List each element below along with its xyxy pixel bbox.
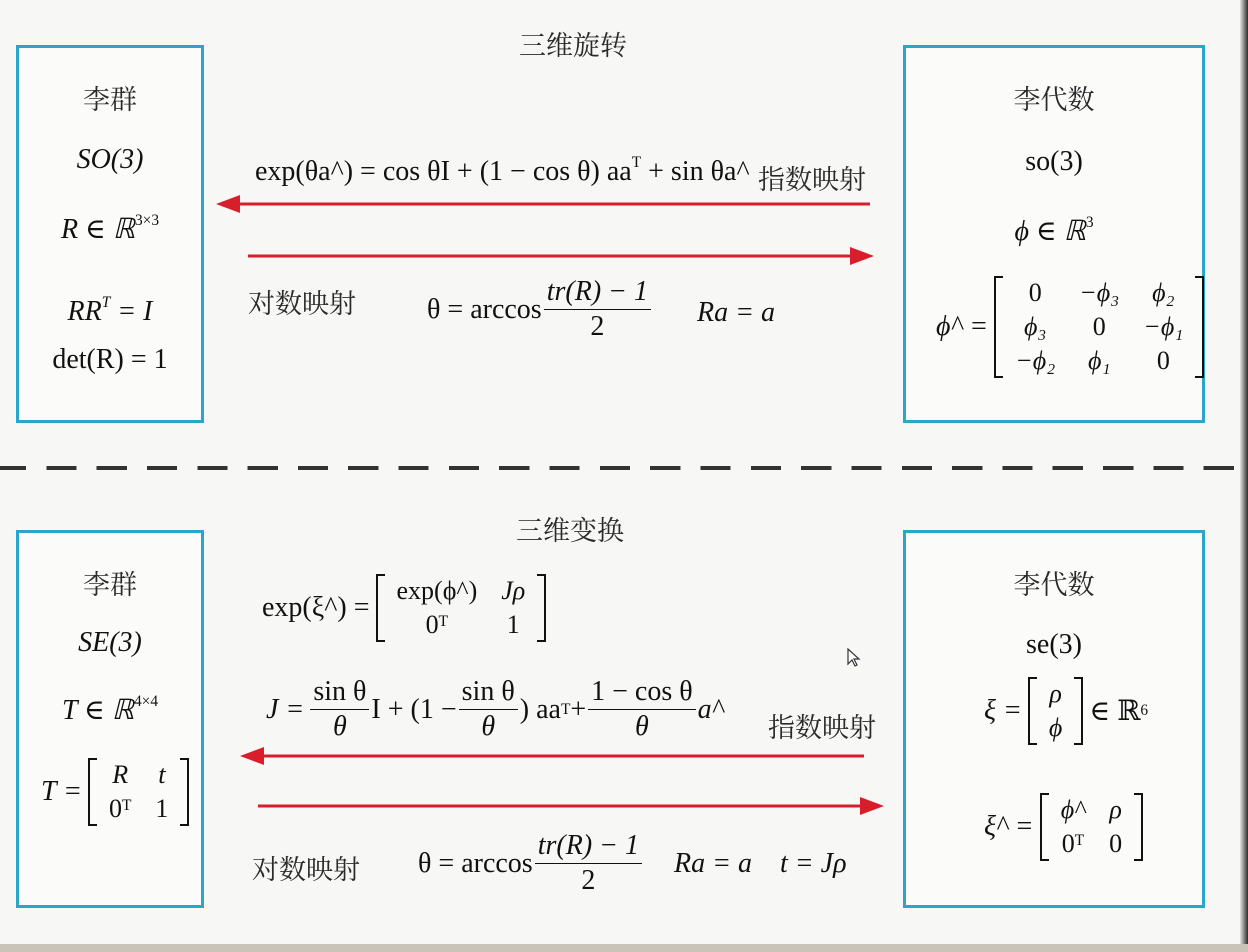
jacobian-formula: J = $\frac{\text{sin θ}}{\theta}$ I + (1 − $\frac{\text{sin θ}}{\theta}$ ) aa T + $\frac{\text{1 − cos θ}}{\theta}$ a^ — [266, 676, 724, 742]
trace-fraction: $\frac{tr(R) - 1}{2}$ — [544, 276, 651, 343]
so3-group-name: SO(3) — [76, 144, 144, 175]
orthogonality-constraint: $RR^T = I$ — [67, 293, 153, 327]
phi-membership: ϕ ∈ ℝ$^3$ — [1014, 213, 1094, 247]
lie-group-title: 李群 — [83, 85, 137, 116]
rotation-exp-formula: exp(θa^) = cos θI + (1 − cos θ) $aa^T + \sin$ θa^ — [255, 153, 750, 187]
matrix-cell: ϕ₃ — [1023, 312, 1047, 341]
vector-cell: ρ — [1049, 679, 1062, 708]
matrix-cell: −ϕ₂ — [1015, 346, 1056, 375]
matrix-cell: 0 — [1109, 829, 1123, 858]
log-map-arrow — [248, 247, 874, 265]
matrix-cell: Jρ — [501, 576, 526, 605]
transform-matrix — [88, 758, 189, 826]
lie-algebra-so3-box — [903, 45, 1205, 423]
exp-map-arrow — [216, 195, 870, 213]
exp-map-label: 指数映射 — [768, 713, 876, 744]
matrix-cell: 0 — [1028, 278, 1042, 307]
lie-algebra-se3-box — [903, 530, 1205, 908]
matrix-cell: ρ — [1109, 795, 1122, 824]
bottom-edge — [0, 944, 1248, 952]
trace-fraction: $\frac{tr(R) - 1}{2}$ — [535, 830, 642, 897]
se3-axis-equation: Ra = a — [674, 848, 752, 879]
se3-angle-formula: θ = arccos $\frac{tr(R) - 1}{2}$ — [418, 830, 644, 897]
transform-matrix-definition: T = R t 0ᵀ 1 — [41, 758, 189, 826]
transform-matrix-membership: T ∈ ℝ$^{4\times 4}$ — [61, 692, 159, 726]
matrix-cell: 0ᵀ — [1061, 829, 1085, 858]
se3-exp-matrix — [376, 574, 547, 642]
window-edge — [1240, 0, 1248, 944]
matrix-cell: 0 — [1156, 346, 1170, 375]
log-map-arrow — [258, 797, 884, 815]
lie-group-so3-box — [16, 45, 204, 423]
xi-hat-definition: ξ^ = ϕ^ ρ 0ᵀ 0 — [984, 793, 1143, 861]
matrix-cell: R — [112, 760, 129, 789]
xi-hat-matrix — [1040, 793, 1143, 861]
xi-definition: ξ = ρ ϕ ∈ ℝ 6 — [984, 677, 1148, 745]
mouse-cursor-icon — [846, 648, 862, 668]
matrix-cell: 1 — [506, 610, 520, 639]
lie-group-title: 李群 — [83, 570, 137, 601]
translation-equation: t = Jρ — [780, 848, 847, 879]
xi-vector — [1028, 677, 1083, 745]
se3-exp-formula: exp(ξ^) = exp(ϕ^) Jρ 0ᵀ 1 — [262, 574, 546, 642]
matrix-cell: −ϕ₁ — [1143, 312, 1184, 341]
matrix-cell: 0ᵀ — [425, 610, 449, 639]
matrix-cell: 0ᵀ — [108, 794, 132, 823]
phi-hat-definition: ϕ^ = 0 −ϕ₃ ϕ₂ ϕ₃ 0 −ϕ₁ −ϕ₂ ϕ₁ 0 — [936, 276, 1204, 378]
log-map-label: 对数映射 — [248, 289, 356, 320]
matrix-cell: exp(ϕ^) — [396, 576, 478, 605]
rotation-axis-equation: Ra = a — [697, 297, 775, 328]
so3-algebra-name: so(3) — [1025, 146, 1083, 177]
matrix-cell: 1 — [155, 794, 169, 823]
matrix-cell: ϕ₂ — [1152, 278, 1175, 307]
skew-symmetric-matrix — [994, 276, 1204, 378]
exp-map-label: 指数映射 — [758, 165, 866, 196]
lie-algebra-title: 李代数 — [1013, 85, 1095, 116]
lie-group-se3-box — [16, 530, 204, 908]
rotation-matrix-membership: R ∈ ℝ$^{3\times 3}$ — [60, 211, 160, 245]
section-divider — [0, 466, 1248, 470]
vector-cell: ϕ — [1048, 713, 1063, 742]
transform-heading: 三维变换 — [516, 516, 624, 547]
determinant-constraint: det(R) = 1 — [52, 344, 168, 375]
matrix-cell: ϕ₁ — [1088, 346, 1111, 375]
exp-map-arrow — [240, 747, 864, 765]
se3-group-name: SE(3) — [78, 627, 142, 658]
matrix-cell: −ϕ₃ — [1079, 278, 1120, 307]
log-map-label: 对数映射 — [252, 855, 360, 886]
se3-algebra-name: se(3) — [1026, 629, 1082, 660]
matrix-cell: 0 — [1092, 312, 1106, 341]
transform-arrows — [228, 740, 898, 820]
matrix-cell: t — [158, 760, 166, 789]
lie-algebra-title: 李代数 — [1013, 570, 1095, 601]
rotation-arrows — [210, 188, 890, 268]
matrix-cell: ϕ^ — [1060, 795, 1086, 824]
rotation-angle-formula: θ = arccos $\frac{tr(R) - 1}{2}$ — [427, 276, 653, 343]
rotation-heading: 三维旋转 — [519, 31, 627, 62]
